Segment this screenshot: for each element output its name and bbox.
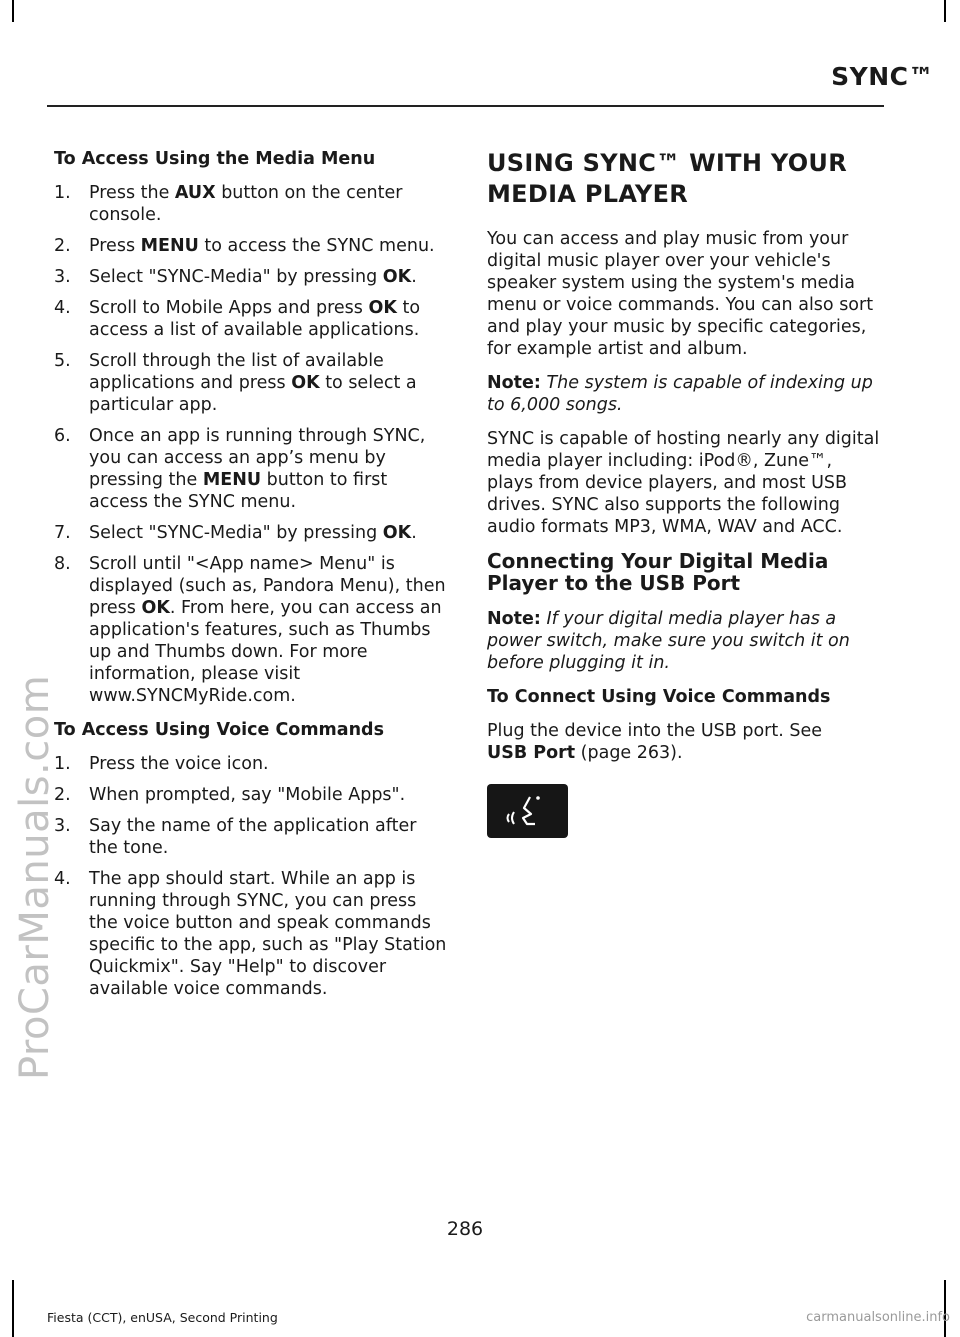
list-item-text: to select a particular app. (89, 373, 417, 415)
list-item-text: to access the SYNC menu. (198, 236, 435, 256)
crop-mark-bottom-left (12, 1280, 14, 1337)
media-menu-steps (54, 182, 449, 707)
footer-text: Fiesta (CCT), enUSA, Second Printing (47, 1310, 278, 1325)
connect-heading-line2: Player to the USB Port (487, 571, 741, 595)
list-item (54, 235, 449, 257)
button-label-ref: OK (141, 598, 170, 618)
button-label-ref: OK (368, 298, 397, 318)
right-column (487, 148, 882, 838)
list-item-number: 3. (54, 816, 71, 836)
list-item-number: 1. (54, 754, 71, 774)
voice-commands-heading: To Access Using Voice Commands (54, 720, 385, 740)
list-item-text: . (411, 267, 417, 287)
page-header-title: SYNC™ (831, 62, 934, 91)
button-label-ref: OK (382, 523, 412, 543)
button-label-ref: OK (382, 267, 412, 287)
page-number: 286 (446, 1218, 484, 1240)
media-menu-heading: To Access Using the Media Menu (54, 149, 376, 169)
list-item (54, 297, 449, 341)
list-item-number: 1. (54, 183, 71, 203)
voice-commands-steps (54, 753, 449, 1000)
note-label: Note: (487, 373, 541, 393)
list-item (54, 266, 449, 288)
list-item (54, 784, 449, 806)
watermark: ProCarManuals.com (12, 674, 58, 1080)
list-item (54, 182, 449, 226)
crop-mark-bottom-right (944, 1280, 946, 1337)
list-item-number: 2. (54, 785, 71, 805)
voice-command-icon (487, 784, 568, 838)
usb-port-link[interactable]: USB Port (487, 743, 576, 763)
note-label: Note: (487, 609, 541, 629)
list-item-text: to access a list of available applications. (89, 298, 421, 340)
list-item-text: When prompted, say "Mobile Apps". (89, 785, 406, 805)
list-item (54, 815, 449, 859)
note-indexing (487, 372, 882, 416)
list-item-number: 8. (54, 554, 71, 574)
list-item-text: Scroll until "<App name> Menu" is displayed (such as, Pandora Menu), then press (89, 554, 446, 618)
list-item-number: 5. (54, 351, 71, 371)
list-item-text: Press (89, 236, 141, 256)
button-label-ref: MENU (202, 470, 262, 490)
connect-heading (487, 550, 882, 594)
list-item (54, 522, 449, 544)
footer-site: carmanualsonline.info (806, 1310, 950, 1325)
list-item-number: 4. (54, 298, 71, 318)
list-item (54, 753, 449, 775)
crop-mark-top-right (944, 0, 946, 22)
intro-paragraph: You can access and play music from your digital music player over your vehicle's speaker system using the system's media menu or voice commands. You can also sort and play your music by specific categories, for example artist and album. (487, 229, 874, 359)
list-item-text: Select "SYNC-Media" by pressing (89, 523, 383, 543)
note-text: If your digital media player has a power switch, make sure you switch it on before plugging it in. (487, 609, 850, 673)
button-label-ref: MENU (140, 236, 199, 256)
page-reference: (page 263). (575, 743, 683, 763)
plug-text: Plug the device into the USB port. See (487, 721, 822, 741)
list-item-text: Scroll to Mobile Apps and press (89, 298, 369, 318)
list-item-text: button on the center console. (89, 183, 403, 225)
list-item-text: Press the (89, 183, 175, 203)
note-power-switch (487, 608, 882, 674)
button-label-ref: AUX (174, 183, 216, 203)
plug-paragraph (487, 720, 882, 764)
list-item-number: 2. (54, 236, 71, 256)
list-item-number: 7. (54, 523, 71, 543)
list-item-number: 4. (54, 869, 71, 889)
section-title-line1: USING SYNC™ WITH YOUR (487, 149, 847, 177)
list-item-text: . From here, you can access an application's features, such as Thumbs up and Thumbs down. For more information, please visit www.SYNCMyRide.com. (89, 598, 442, 706)
list-item (54, 425, 449, 513)
capability-paragraph: SYNC is capable of hosting nearly any digital media player including: iPod®, Zune™, plays from device players, and most USB drives. SYNC also supports the following audio formats MP3, WMA, WAV and ACC. (487, 429, 880, 537)
list-item (54, 868, 449, 1000)
note-text: The system is capable of indexing up to 6,000 songs. (487, 373, 873, 415)
left-column (54, 148, 449, 1012)
list-item-text: Once an app is running through SYNC, you can access an app’s menu by pressing the (89, 426, 426, 490)
voice-connect-heading: To Connect Using Voice Commands (487, 687, 831, 707)
list-item-text: Scroll through the list of available applications and press (89, 351, 384, 393)
list-item-number: 6. (54, 426, 71, 446)
header-divider (47, 105, 884, 107)
crop-mark-top-left (12, 0, 14, 22)
button-label-ref: OK (291, 373, 320, 393)
list-item-text: Press the voice icon. (89, 754, 269, 774)
list-item-text: Select "SYNC-Media" by pressing (89, 267, 383, 287)
list-item (54, 350, 449, 416)
section-title (487, 148, 882, 210)
connect-heading-line1: Connecting Your Digital Media (487, 549, 829, 573)
list-item-text: The app should start. While an app is running through SYNC, you can press the voice button and speak commands specific to the app, such as "Play Station Quickmix". Say "Help" to discover available voice commands. (89, 869, 447, 999)
list-item-text: button to first access the SYNC menu. (89, 470, 388, 512)
list-item-text: . (411, 523, 417, 543)
list-item-number: 3. (54, 267, 71, 287)
list-item-text: Say the name of the application after the tone. (89, 816, 417, 858)
section-title-line2: MEDIA PLAYER (487, 180, 689, 208)
list-item (54, 553, 449, 707)
